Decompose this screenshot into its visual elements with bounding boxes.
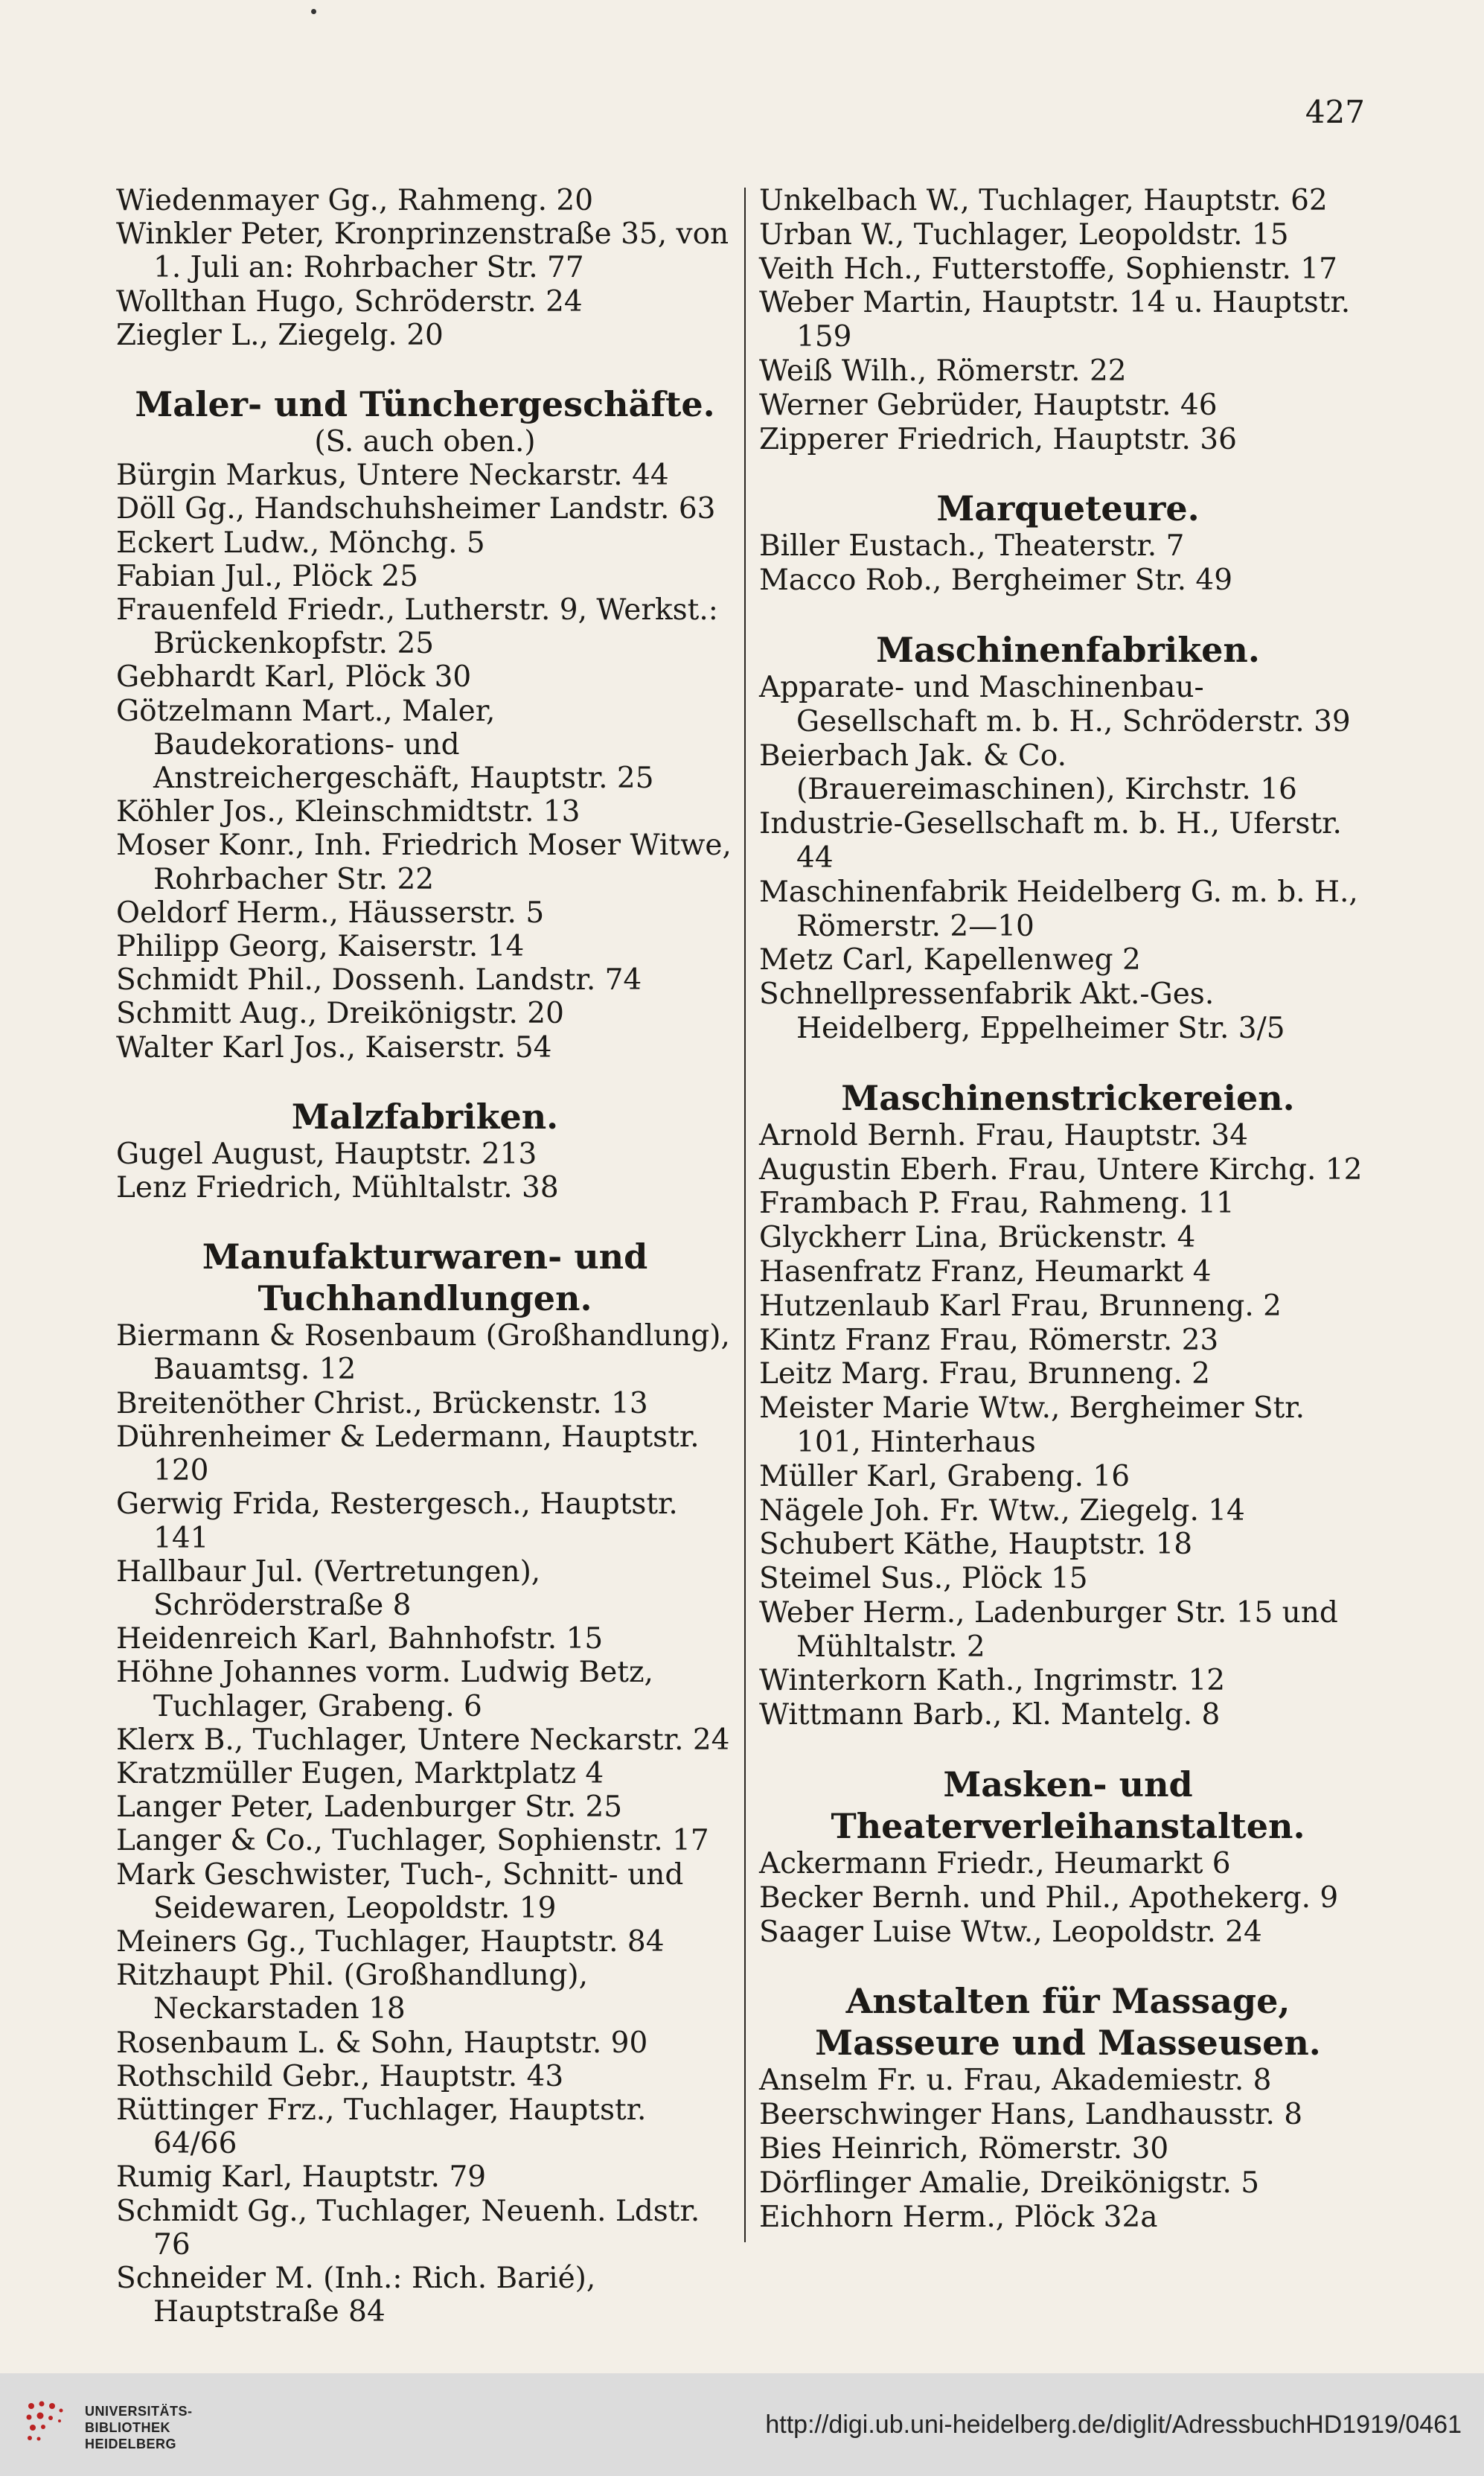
- directory-entry: Saager Luise Wtw., Leopoldstr. 24: [759, 1915, 1262, 1949]
- library-name: [85, 2403, 193, 2452]
- directory-entry: Mark Geschwister, Tuch-, Schnitt- und Seidewaren, Leopoldstr. 19: [116, 1857, 684, 1925]
- directory-entry: Rosenbaum L. & Sohn, Hauptstr. 90: [116, 2026, 648, 2060]
- page-number: 427: [1305, 94, 1365, 130]
- directory-entry: Weber Martin, Hauptstr. 14 u. Hauptstr. 159: [759, 286, 1351, 354]
- directory-entry: Walter Karl Jos., Kaiserstr. 54: [116, 1030, 552, 1065]
- directory-entry: Ackermann Friedr., Heumarkt 6: [759, 1847, 1231, 1881]
- directory-entry: Maschinenfabrik Heidelberg G. m. b. H., Römerstr. 2—10: [759, 875, 1358, 943]
- section-heading: Maschinenfabriken.: [876, 629, 1260, 670]
- directory-entry: Rüttinger Frz., Tuchlager, Hauptstr. 64/66: [116, 2093, 647, 2161]
- directory-entry: Eichhorn Herm., Plöck 32a: [759, 2200, 1158, 2234]
- directory-entry: Eckert Ludw., Mönchg. 5: [116, 526, 485, 560]
- directory-entry: Industrie-Gesellschaft m. b. H., Uferstr. 44: [759, 807, 1342, 875]
- directory-entry: Metz Carl, Kapellenweg 2: [759, 943, 1141, 977]
- directory-entry: Köhler Jos., Kleinschmidtstr. 13: [116, 795, 581, 829]
- directory-entry: Unkelbach W., Tuchlager, Hauptstr. 62: [759, 184, 1328, 217]
- directory-entry: Gebhardt Karl, Plöck 30: [116, 660, 472, 695]
- directory-entry: Weiß Wilh., Römerstr. 22: [759, 354, 1127, 388]
- library-name-line: BIBLIOTHEK: [85, 2420, 170, 2435]
- directory-entry: Klerx B., Tuchlager, Untere Neckarstr. 24: [116, 1723, 730, 1757]
- directory-entry: Beierbach Jak. & Co. (Brauereimaschinen), Kirchstr. 16: [759, 738, 1297, 807]
- directory-entry: Augustin Eberh. Frau, Untere Kirchg. 12: [759, 1152, 1363, 1187]
- university-library-logo-icon: [22, 2397, 77, 2452]
- section-heading: Malzfabriken.: [291, 1096, 559, 1137]
- section-heading: Maschinenstrickereien.: [841, 1077, 1295, 1118]
- directory-entry: Kratzmüller Eugen, Marktplatz 4: [116, 1756, 604, 1790]
- directory-entry: Hallbaur Jul. (Vertretungen), Schröderstraße 8: [116, 1554, 541, 1622]
- directory-entry: Dörflinger Amalie, Dreikönigstr. 5: [759, 2166, 1260, 2200]
- directory-entry: Nägele Joh. Fr. Wtw., Ziegelg. 14: [759, 1493, 1245, 1528]
- source-url-link[interactable]: http://digi.ub.uni-heidelberg.de/diglit/AdressbuchHD1919/0461: [765, 2410, 1462, 2439]
- directory-entry: Kintz Franz Frau, Römerstr. 23: [759, 1323, 1219, 1357]
- directory-entry: Anselm Fr. u. Frau, Akademiestr. 8: [759, 2064, 1272, 2098]
- library-name-line: HEIDELBERG: [85, 2437, 177, 2451]
- directory-entry: Ritzhaupt Phil. (Großhandlung), Neckarstaden 18: [116, 1959, 588, 2026]
- directory-entry: Moser Konr., Inh. Friedrich Moser Witwe, Rohrbacher Str. 22: [116, 829, 732, 896]
- column-divider: [744, 188, 746, 2242]
- directory-entry: Frambach P. Frau, Rahmeng. 11: [759, 1187, 1235, 1221]
- directory-entry: Heidenreich Karl, Bahnhofstr. 15: [116, 1622, 604, 1656]
- directory-entry: Philipp Georg, Kaiserstr. 14: [116, 930, 525, 964]
- directory-entry: Schnellpressenfabrik Akt.-Ges. Heidelberg, Eppelheimer Str. 3/5: [759, 977, 1285, 1045]
- directory-entry: Lenz Friedrich, Mühltalstr. 38: [116, 1171, 559, 1205]
- directory-entry: Döll Gg., Handschuhsheimer Landstr. 63: [116, 492, 716, 526]
- directory-entry: Winterkorn Kath., Ingrimstr. 12: [759, 1664, 1226, 1698]
- directory-entry: Müller Karl, Grabeng. 16: [759, 1459, 1130, 1493]
- directory-entry: Bies Heinrich, Römerstr. 30: [759, 2132, 1169, 2166]
- section-heading: Maler- und Tünchergeschäfte.: [135, 384, 715, 425]
- directory-entry: Meiners Gg., Tuchlager, Hauptstr. 84: [116, 1924, 665, 1959]
- directory-entry: Schubert Käthe, Hauptstr. 18: [759, 1528, 1193, 1562]
- directory-entry: Gerwig Frida, Restergesch., Hauptstr. 141: [116, 1487, 678, 1555]
- directory-entry: Winkler Peter, Kronprinzenstraße 35, von 1. Juli an: Rohrbacher Str. 77: [116, 217, 729, 285]
- directory-entry: Hasenfratz Franz, Heumarkt 4: [759, 1254, 1212, 1289]
- directory-entry: Schmidt Phil., Dossenh. Landstr. 74: [116, 963, 642, 998]
- section-heading: Manufakturwaren- und Tuchhandlungen.: [202, 1237, 648, 1319]
- directory-entry: Oeldorf Herm., Häusserstr. 5: [116, 896, 545, 930]
- directory-entry: Wiedenmayer Gg., Rahmeng. 20: [116, 184, 594, 217]
- directory-entry: Biermann & Rosenbaum (Großhandlung), Bauamtsg. 12: [116, 1319, 730, 1387]
- directory-entry: Becker Bernh. und Phil., Apothekerg. 9: [759, 1880, 1339, 1915]
- directory-entry: Urban W., Tuchlager, Leopoldstr. 15: [759, 217, 1289, 252]
- directory-entry: Werner Gebrüder, Hauptstr. 46: [759, 388, 1218, 422]
- directory-entry: Apparate- und Maschinenbau-Gesellschaft m. b. H., Schröderstr. 39: [759, 670, 1351, 738]
- section-heading: Masken- und Theaterverleihanstalten.: [831, 1764, 1305, 1847]
- directory-entry: Macco Rob., Bergheimer Str. 49: [759, 564, 1233, 598]
- directory-entry: Weber Herm., Ladenburger Str. 15 und Mühltalstr. 2: [759, 1595, 1338, 1664]
- directory-entry: Wollthan Hugo, Schröderstr. 24: [116, 284, 583, 319]
- right-column: [759, 184, 1377, 2234]
- library-name-line: UNIVERSITÄTS-: [85, 2404, 193, 2419]
- section-note: (S. auch oben.): [314, 425, 536, 459]
- directory-entry: Glyckherr Lina, Brückenstr. 4: [759, 1221, 1196, 1255]
- directory-entry: Langer & Co., Tuchlager, Sophienstr. 17: [116, 1824, 709, 1858]
- directory-entry: Höhne Johannes vorm. Ludwig Betz, Tuchlager, Grabeng. 6: [116, 1656, 653, 1723]
- directory-entry: Dührenheimer & Ledermann, Hauptstr. 120: [116, 1420, 700, 1488]
- directory-entry: Steimel Sus., Plöck 15: [759, 1562, 1088, 1596]
- directory-entry: Rumig Karl, Hauptstr. 79: [116, 2160, 487, 2195]
- directory-entry: Meister Marie Wtw., Bergheimer Str. 101, Hinterhaus: [759, 1391, 1305, 1459]
- directory-entry: Hutzenlaub Karl Frau, Brunneng. 2: [759, 1289, 1282, 1323]
- directory-entry: Zipperer Friedrich, Hauptstr. 36: [759, 422, 1237, 456]
- footer-bar: [0, 2373, 1484, 2476]
- directory-entry: Schneider M. (Inh.: Rich. Barié), Hauptstraße 84: [116, 2261, 596, 2329]
- directory-entry: Beerschwinger Hans, Landhausstr. 8: [759, 2098, 1303, 2132]
- directory-entry: Fabian Jul., Plöck 25: [116, 559, 418, 593]
- ink-speck: [311, 9, 316, 14]
- directory-entry: Breitenöther Christ., Brückenstr. 13: [116, 1386, 648, 1420]
- directory-entry: Schmitt Aug., Dreikönigstr. 20: [116, 997, 564, 1031]
- directory-entry: Wittmann Barb., Kl. Mantelg. 8: [759, 1698, 1221, 1732]
- directory-entry: Leitz Marg. Frau, Brunneng. 2: [759, 1357, 1210, 1391]
- directory-entry: Bürgin Markus, Untere Neckarstr. 44: [116, 459, 669, 493]
- directory-entry: Schmidt Gg., Tuchlager, Neuenh. Ldstr. 76: [116, 2194, 700, 2262]
- section-heading: Marqueteure.: [936, 488, 1200, 529]
- section-heading: Anstalten für Massage, Masseure und Masseusen.: [815, 1981, 1321, 2064]
- directory-entry: Veith Hch., Futterstoffe, Sophienstr. 17: [759, 252, 1337, 286]
- directory-entry: Biller Eustach., Theaterstr. 7: [759, 529, 1185, 564]
- directory-entry: Frauenfeld Friedr., Lutherstr. 9, Werkst.: Brückenkopfstr. 25: [116, 593, 718, 661]
- left-column: [116, 184, 734, 2329]
- directory-entry: Gugel August, Hauptstr. 213: [116, 1137, 537, 1171]
- directory-entry: Langer Peter, Ladenburger Str. 25: [116, 1790, 623, 1825]
- directory-entry: Ziegler L., Ziegelg. 20: [116, 318, 444, 352]
- directory-entry: Rothschild Gebr., Hauptstr. 43: [116, 2059, 564, 2093]
- directory-entry: Arnold Bernh. Frau, Hauptstr. 34: [759, 1118, 1249, 1152]
- directory-entry: Götzelmann Mart., Maler, Baudekorations- und Anstreichergeschäft, Hauptstr. 25: [116, 694, 654, 796]
